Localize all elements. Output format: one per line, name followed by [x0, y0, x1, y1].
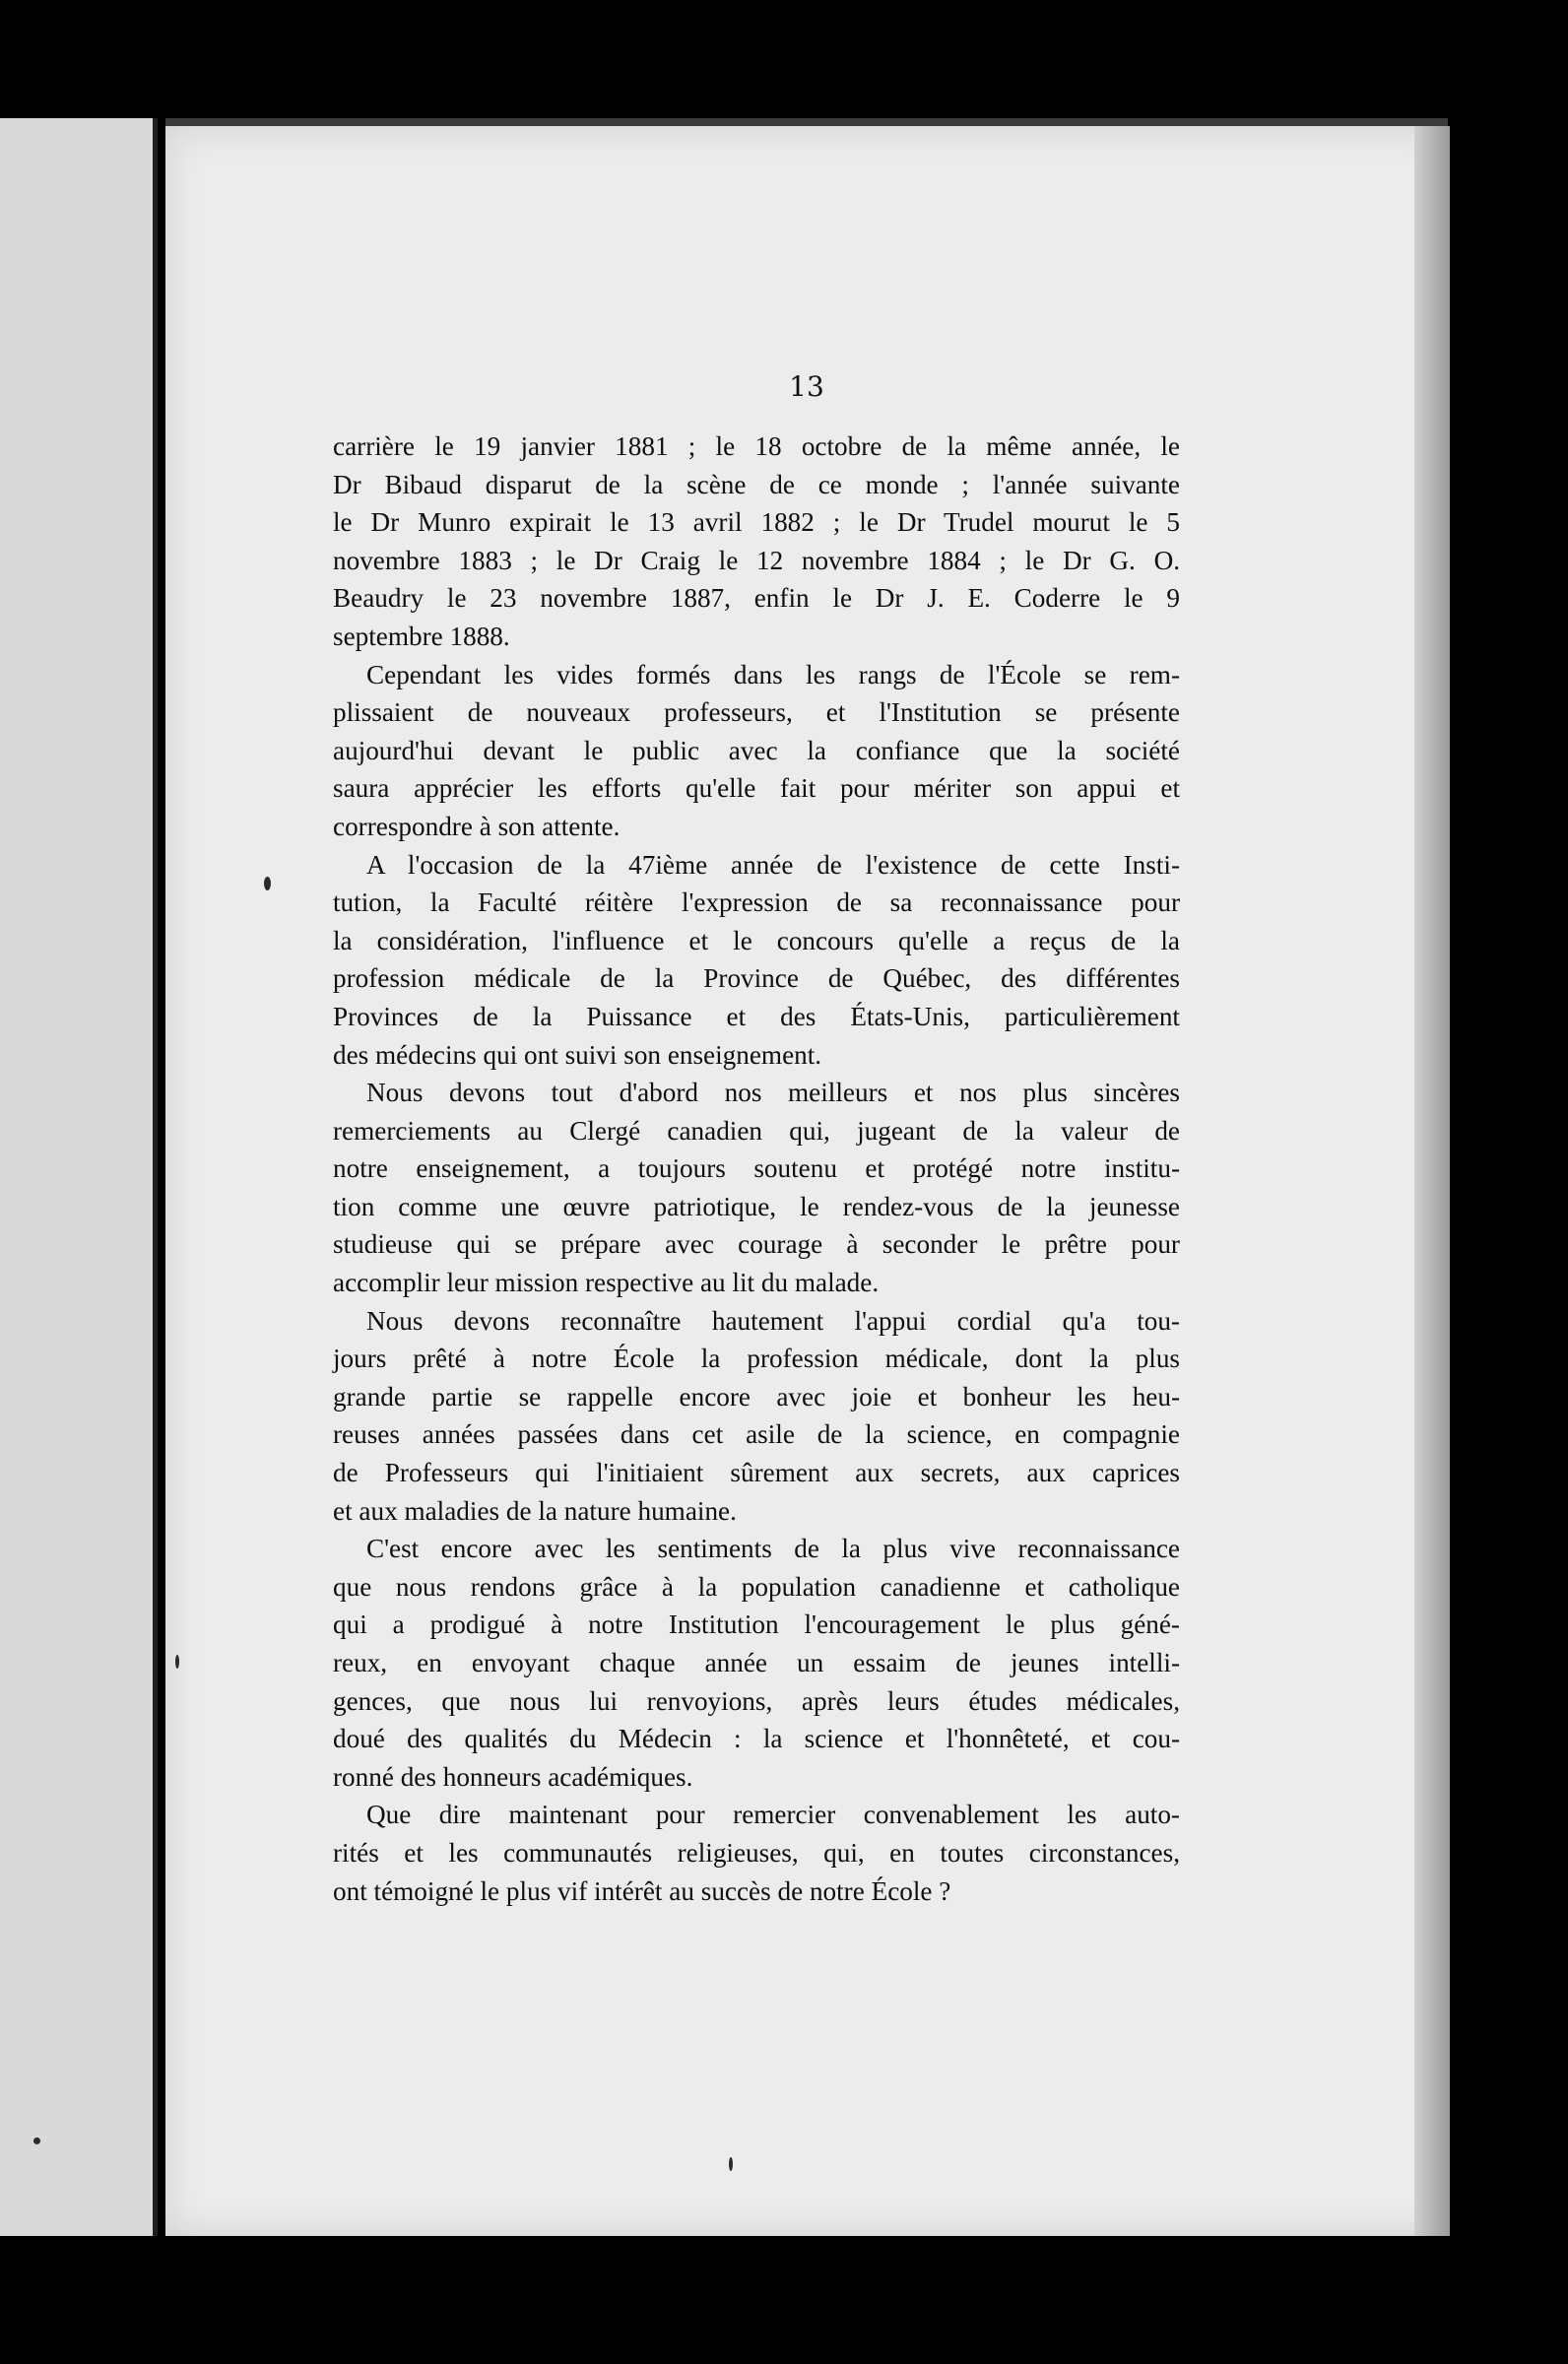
text-line: ronné des honneurs académiques.	[333, 1761, 693, 1792]
text-line: tion comme une œuvre patriotique, le rendez-vous de la jeunesse	[333, 1191, 1180, 1221]
text-line: A l'occasion de la 47ième année de l'existence de cette Insti-	[366, 849, 1180, 880]
text-line: qui a prodigué à notre Institution l'encouragement le plus géné-	[333, 1609, 1180, 1640]
body-text	[333, 427, 1180, 1910]
text-line: Que dire maintenant pour remercier convenablement les auto-	[366, 1800, 1180, 1830]
text-line: de Professeurs qui l'initiaient sûrement aux secrets, aux caprices	[333, 1458, 1180, 1488]
text-line: Nous devons reconnaître hautement l'appui cordial qu'a tou-	[366, 1305, 1180, 1336]
text-line: reuses années passées dans cet asile de la science, en compagnie	[333, 1419, 1180, 1450]
text-line: C'est encore avec les sentiments de la plus vive reconnaissance	[366, 1534, 1180, 1564]
text-line: septembre 1888.	[333, 621, 510, 651]
page-number: 13	[789, 370, 824, 403]
text-line: accomplir leur mission respective au lit du malade.	[333, 1268, 880, 1298]
text-line: Provinces de la Puissance et des États-Unis, particulièrement	[333, 1001, 1180, 1031]
scan-speck	[264, 877, 271, 890]
text-line: profession médicale de la Province de Québec, des différentes	[333, 963, 1180, 994]
text-line: la considération, l'influence et le concours qu'elle a reçus de la	[333, 925, 1180, 955]
text-line: tution, la Faculté réitère l'expression de sa reconnaissance pour	[333, 887, 1180, 918]
scan-speck	[729, 2157, 733, 2171]
text-line: Nous devons tout d'abord nos meilleurs et nos plus sincères	[366, 1078, 1180, 1108]
text-line: Beaudry le 23 novembre 1887, enfin le Dr J. E. Coderre le 9	[333, 583, 1180, 614]
text-line: jours prêté à notre École la profession médicale, dont la plus	[333, 1344, 1180, 1374]
scan-speck	[175, 1655, 179, 1669]
text-line: Dr Bibaud disparut de la scène de ce monde ; l'année suivante	[333, 469, 1180, 499]
text-line: et aux maladies de la nature humaine.	[333, 1495, 737, 1526]
text-line: des médecins qui ont suivi son enseignement.	[333, 1039, 822, 1070]
text-line: que nous rendons grâce à la population canadienne et catholique	[333, 1571, 1180, 1602]
text-line: reux, en envoyant chaque année un essaim de jeunes intelli-	[333, 1648, 1180, 1677]
text-line: gences, que nous lui renvoyions, après leurs études médicales,	[333, 1685, 1180, 1716]
text-line: notre enseignement, a toujours soutenu et protégé notre institu-	[333, 1153, 1180, 1184]
text-line: plissaient de nouveaux professeurs, et l'Institution se présente	[333, 697, 1180, 728]
page-right-edge	[1414, 126, 1450, 2236]
scan-speck	[33, 2137, 40, 2144]
text-line: saura apprécier les efforts qu'elle fait pour mériter son appui et	[333, 773, 1180, 804]
text-line: grande partie se rappelle encore avec joie et bonheur les heu-	[333, 1381, 1180, 1412]
text-line: ont témoigné le plus vif intérêt au succès de notre École ?	[333, 1875, 951, 1906]
text-line: studieuse qui se prépare avec courage à seconder le prêtre pour	[333, 1229, 1180, 1260]
text-line: doué des qualités du Médecin : la science et l'honnêteté, et cou-	[333, 1724, 1180, 1754]
text-line: le Dr Munro expirait le 13 avril 1882 ; le Dr Trudel mourut le 5	[333, 507, 1180, 538]
text-line: correspondre à son attente.	[333, 811, 621, 841]
text-line: aujourd'hui devant le public avec la confiance que la société	[333, 735, 1180, 765]
text-line: carrière le 19 janvier 1881 ; le 18 octobre de la même année, le	[333, 431, 1180, 461]
previous-page-edge	[0, 118, 158, 2236]
text-line: rités et les communautés religieuses, qui, en toutes circonstances,	[333, 1837, 1180, 1868]
text-line: Cependant les vides formés dans les rangs de l'École se rem-	[366, 659, 1180, 690]
text-line: novembre 1883 ; le Dr Craig le 12 novembre 1884 ; le Dr G. O.	[333, 545, 1180, 575]
text-line: remerciements au Clergé canadien qui, jugeant de la valeur de	[333, 1115, 1180, 1146]
